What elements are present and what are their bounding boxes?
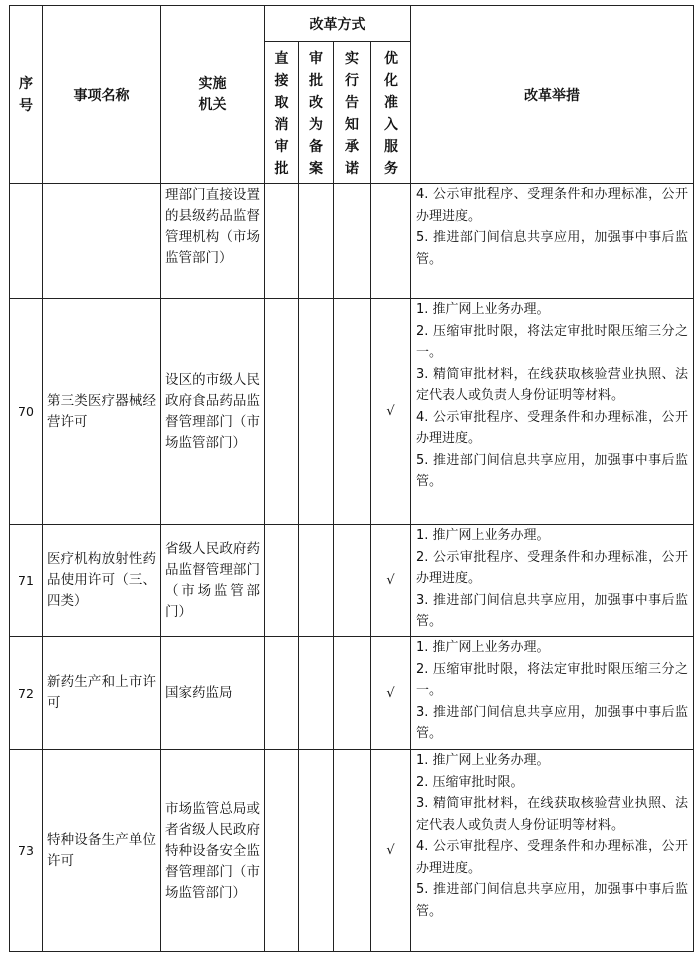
row-mark-filing [299, 637, 334, 750]
measure-item: 1. 推广网上业务办理。 [416, 753, 550, 768]
measure-item: 1. 推广网上业务办理。 [416, 640, 550, 655]
row-mark-filing [299, 525, 334, 637]
measure-item: 5. 推进部门间信息共享应用，加强事中事后监管。 [416, 882, 688, 919]
row-measures [411, 299, 694, 525]
row-mark-notification [334, 299, 371, 525]
measure-item: 4. 公示审批程序、受理条件和办理标准，公开办理进度。 [416, 839, 688, 876]
row-mark-optimize: √ [371, 637, 411, 750]
table-row [10, 184, 694, 299]
row-mark-direct-cancel [265, 750, 299, 952]
measure-item: 5. 推进部门间信息共享应用，加强事中事后监管。 [416, 230, 688, 267]
header-item-name: 事项名称 [43, 6, 161, 184]
row-item-name: 第三类医疗器械经营许可 [43, 299, 161, 525]
row-mark-notification [334, 750, 371, 952]
row-item-name: 医疗机构放射性药品使用许可（三、四类） [43, 525, 161, 637]
measure-item: 3. 推进部门间信息共享应用，加强事中事后监管。 [416, 592, 688, 629]
reform-table [9, 5, 694, 952]
row-seq: 72 [10, 637, 43, 750]
row-mark-direct-cancel [265, 637, 299, 750]
measure-item: 2. 压缩审批时限，将法定审批时限压缩三分之一。 [416, 323, 688, 360]
row-mark-direct-cancel [265, 299, 299, 525]
header-measures: 改革举措 [411, 6, 694, 184]
measure-item: 1. 推广网上业务办理。 [416, 302, 550, 317]
row-mark-optimize: √ [371, 525, 411, 637]
row-agency: 理部门直接设置的县级药品监督管理机构（市场监管部门） [161, 184, 265, 299]
table-row [10, 525, 694, 637]
table-row [10, 299, 694, 525]
row-seq: 73 [10, 750, 43, 952]
table-row [10, 750, 694, 952]
measure-item: 4. 公示审批程序、受理条件和办理标准，公开办理进度。 [416, 409, 688, 446]
row-mark-filing [299, 750, 334, 952]
header-seq: 序号 [10, 6, 43, 184]
row-measures [411, 184, 694, 299]
row-agency: 设区的市级人民政府食品药品监督管理部门（市场监管部门） [161, 299, 265, 525]
measure-item: 2. 公示审批程序、受理条件和办理标准，公开办理进度。 [416, 549, 688, 586]
row-mark-direct-cancel [265, 525, 299, 637]
row-mark-optimize: √ [371, 750, 411, 952]
row-item-name: 新药生产和上市许可 [43, 637, 161, 750]
row-mark-direct-cancel [265, 184, 299, 299]
row-item-name: 特种设备生产单位许可 [43, 750, 161, 952]
row-mark-notification [334, 184, 371, 299]
row-seq: 70 [10, 299, 43, 525]
header-mode-notification-commitment: 实行告知承诺 [334, 42, 371, 184]
header-agency: 实施机关 [161, 6, 265, 184]
header-reform-mode: 改革方式 [265, 6, 411, 42]
row-measures [411, 637, 694, 750]
row-agency: 省级人民政府药品监督管理部门（市场监管部门） [161, 525, 265, 637]
row-mark-notification [334, 637, 371, 750]
row-mark-optimize: √ [371, 299, 411, 525]
row-agency: 市场监管总局或者省级人民政府特种设备安全监督管理部门（市场监管部门） [161, 750, 265, 952]
header-mode-optimize-access: 优化准入服务 [371, 42, 411, 184]
measure-item: 3. 推进部门间信息共享应用，加强事中事后监管。 [416, 704, 688, 741]
table-row [10, 637, 694, 750]
row-agency: 国家药监局 [161, 637, 265, 750]
row-measures [411, 525, 694, 637]
measure-item: 5. 推进部门间信息共享应用，加强事中事后监管。 [416, 452, 688, 489]
row-mark-filing [299, 184, 334, 299]
header-mode-filing: 审批改为备案 [299, 42, 334, 184]
measure-item: 3. 精简审批材料，在线获取核验营业执照、法定代表人或负责人身份证明等材料。 [416, 366, 688, 403]
measure-item: 2. 压缩审批时限，将法定审批时限压缩三分之一。 [416, 661, 688, 698]
row-mark-optimize [371, 184, 411, 299]
row-seq [10, 184, 43, 299]
measure-item: 3. 精简审批材料，在线获取核验营业执照、法定代表人或负责人身份证明等材料。 [416, 796, 688, 833]
row-mark-notification [334, 525, 371, 637]
measure-item: 1. 推广网上业务办理。 [416, 528, 550, 543]
header-mode-direct-cancel: 直接取消审批 [265, 42, 299, 184]
measure-item: 4. 公示审批程序、受理条件和办理标准，公开办理进度。 [416, 187, 688, 224]
row-measures [411, 750, 694, 952]
row-mark-filing [299, 299, 334, 525]
measure-item: 2. 压缩审批时限。 [416, 774, 524, 790]
row-item-name [43, 184, 161, 299]
row-seq: 71 [10, 525, 43, 637]
